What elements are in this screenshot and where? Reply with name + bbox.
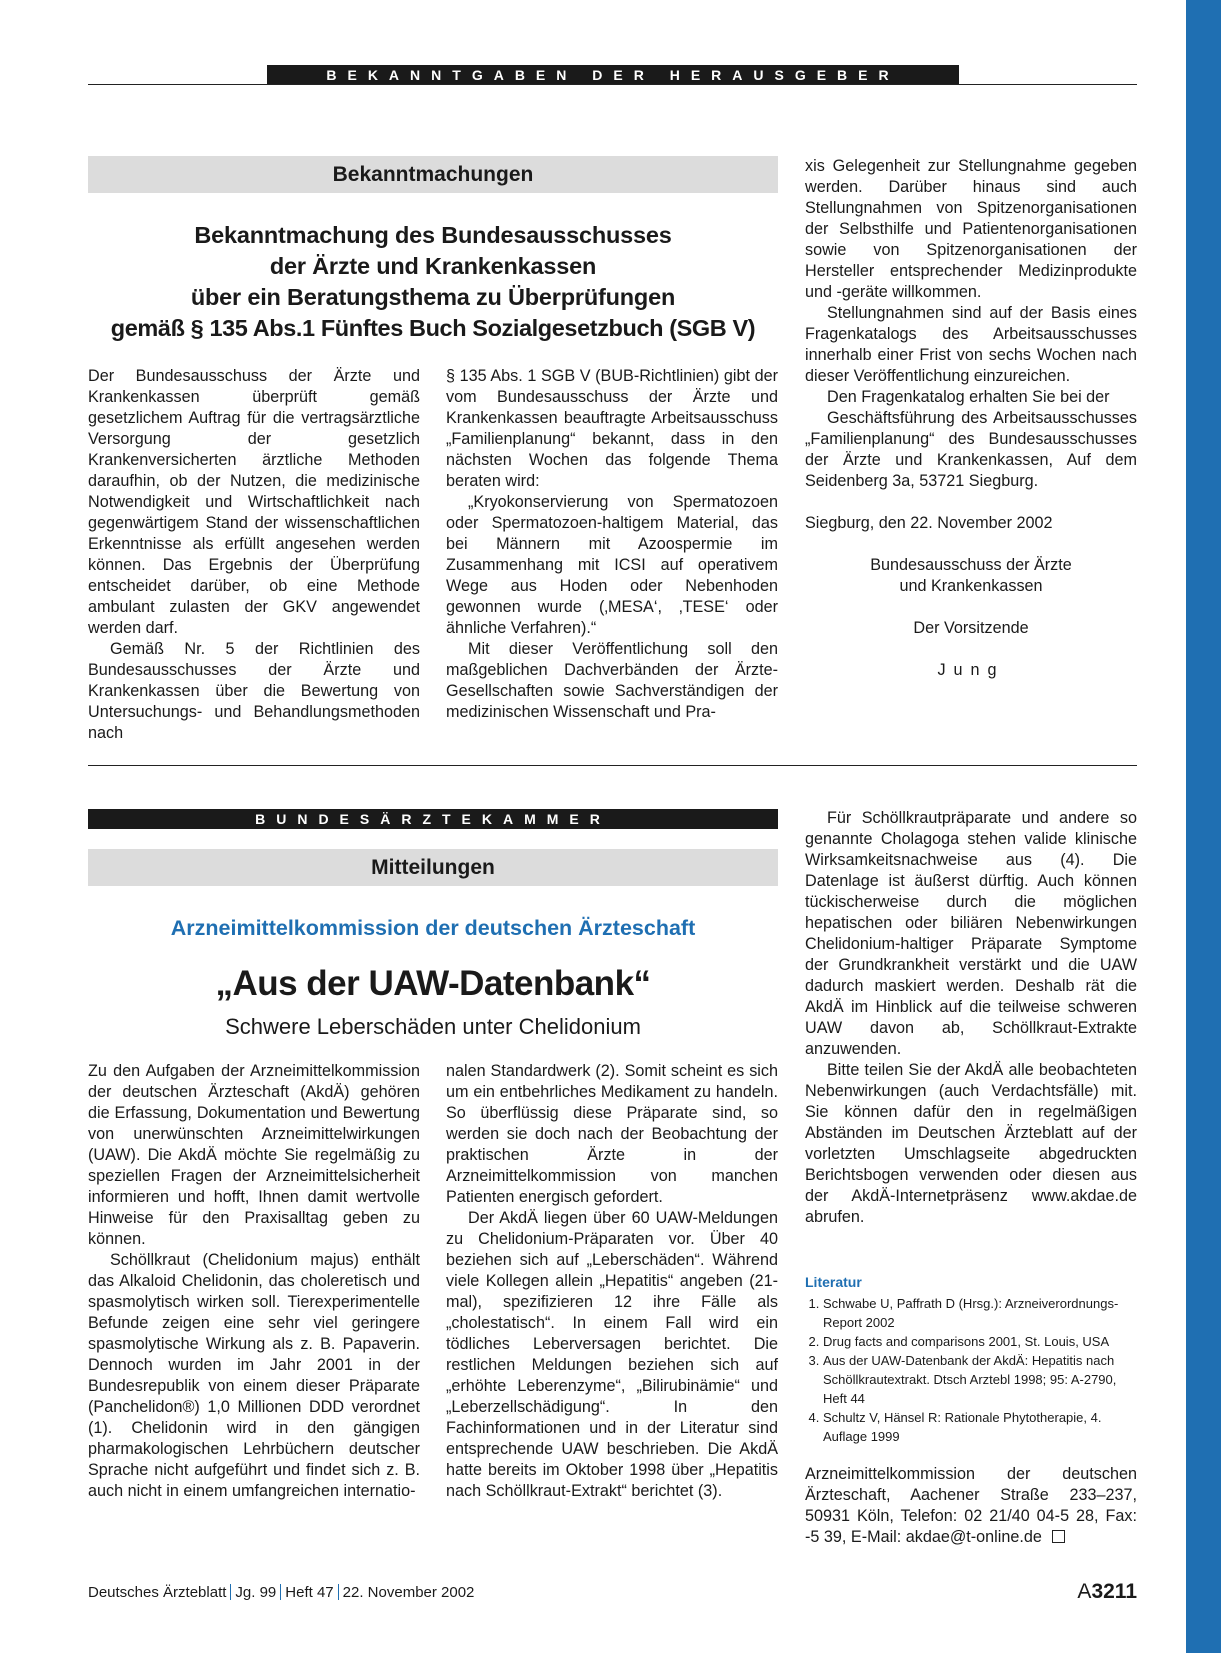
paragraph: „Kryokonservierung von Spermatozoen oder Spermatozoen-haltigem Material, das bei Männern mit Azoospermie im Zusammenhang mit ICSI auf operativem Wege aus Hoden oder Nebenhoden gewonnen wurde (‚MESA‘, ‚TESE‘ oder ähnliche Verfahren).“	[446, 493, 778, 637]
address-paragraph: Geschäftsführung des Arbeitsausschusses „Familienplanung“ des Bundesausschusses der Ärzte und Krankenkassen, Auf dem Seidenberg 3a, 53721 Siegburg.	[805, 409, 1137, 490]
article1-column-3	[805, 156, 1137, 681]
paragraph: Für Schöllkrautpräparate und andere so genannte Cholagoga stehen valide klinische Wirksamkeitsnachweise aus (4). Die Datenlage ist äußerst dürftig. Auch können tückischerweise durch die möglichen hepatischen oder biliären Nebenwirkungen Chelidonium-haltiger Präparate Symptome der Grundkrankheit verstärkt und die UAW dadurch maskiert werden. Deshalb rät die AkdÄ im Hinblick auf die teilweise schweren UAW davon ab, Schöllkraut-Extrakte anzuwenden.	[805, 809, 1137, 1058]
article2-column-2	[446, 1061, 778, 1502]
paragraph: Mit dieser Veröffentlichung soll den maßgeblichen Dachverbänden der Ärzte-Gesellschaften sowie Sachverständigen der medizinischen Wissenschaft und Pra-	[446, 640, 778, 721]
paragraph: Schöllkraut (Chelidonium majus) enthält das Alkaloid Chelidonin, das choleretisch und spasmolytisch wirken soll. Tierexperimentelle Befunde zeigen eine sehr viel geringere spasmolytische Wirkung als z. B. Papaverin. Dennoch wurden im Jahr 2001 in der Bundesrepublik von einem dieser Präparate (Panchelidon®) 1,0 Millionen DDD verordnet (1). Chelidonin wird in den gängigen pharmakologischen Lehrbüchern deutscher Sprache nicht aufgeführt und findet sich z. B. auch nicht in einem umfangreichen internatio-	[88, 1251, 420, 1500]
article1-column-1	[88, 366, 420, 744]
bundesaerztekammer-banner: BUNDESÄRZTEKAMMER	[88, 809, 778, 829]
issue: Heft 47	[285, 1584, 334, 1601]
page-number-value: 3211	[1091, 1580, 1137, 1603]
blue-side-strip	[1186, 0, 1221, 1653]
paragraph: Bitte teilen Sie der AkdÄ alle beobachteten Nebenwirkungen (auch Verdachtsfälle) mit. Sie können dafür den in regelmäßigen Abständen im Deutschen Ärzteblatt auf der vorletzten Umschlagseite abgedruckten Berichtsbogen verwenden oder diesen aus der AkdÄ-Internetpräsenz www.akdae.de abrufen.	[805, 1061, 1137, 1226]
contact-block	[805, 1464, 1137, 1548]
article1-title	[88, 220, 778, 344]
footer-divider	[280, 1584, 281, 1600]
paragraph: Den Fragenkatalog erhalten Sie bei der	[827, 388, 1110, 406]
volume: Jg. 99	[235, 1584, 277, 1601]
chair-title: Der Vorsitzende	[913, 619, 1029, 637]
literature-item: 2. Drug facts and comparisons 2001, St. Louis, USA	[823, 1332, 1137, 1351]
article2-column-1	[88, 1061, 420, 1502]
literature-heading: Literatur	[805, 1274, 862, 1290]
section-heading-bekanntmachungen: Bekanntmachungen	[88, 156, 778, 193]
contact-text: Arzneimittelkommission der deutschen Ärzteschaft, Aachener Straße 233–237, 50931 Köln, Telefon: 02 21/40 04-5 28, Fax: -5 39, E-Mail: akdae@t-online.de	[805, 1465, 1137, 1546]
article2-subtitle: Schwere Leberschäden unter Chelidonium	[225, 1014, 641, 1039]
paragraph: Gemäß Nr. 5 der Richtlinien des Bundesausschusses der Ärzte und Krankenkassen über die Bewertung von Untersuchungs- und Behandlungsmethoden nach	[88, 640, 420, 742]
literature-item: 4. Schultz V, Hänsel R: Rationale Phytotherapie, 4. Auflage 1999	[823, 1408, 1137, 1446]
article-separator	[88, 765, 1137, 766]
article1-title-line: der Ärzte und Krankenkassen	[269, 253, 597, 279]
signatory-org-line: und Krankenkassen	[899, 577, 1043, 595]
place-date: Siegburg, den 22. November 2002	[805, 514, 1053, 532]
article2-title: „Aus der UAW-Datenbank“	[215, 964, 651, 1003]
end-mark-icon	[1052, 1530, 1065, 1543]
footer-citation	[88, 1584, 788, 1601]
article1-title-line: gemäß § 135 Abs.1 Fünftes Buch Sozialgesetzbuch (SGB V)	[110, 315, 756, 341]
journal-name: Deutsches Ärzteblatt	[88, 1584, 227, 1601]
footer-divider	[230, 1584, 231, 1600]
footer-divider	[338, 1584, 339, 1600]
signatory-name: Jung	[937, 661, 1005, 679]
paragraph: § 135 Abs. 1 SGB V (BUB-Richtlinien) gibt der vom Bundesausschuss der Ärzte und Krankenkassen beauftragte Arbeitsausschuss „Familienplanung“ bekannt, dass in den nächsten Wochen das folgende Thema beraten wird:	[446, 367, 778, 490]
paragraph: xis Gelegenheit zur Stellungnahme gegeben werden. Darüber hinaus sind auch Stellungnahmen von Spitzenorganisationen der Selbsthilfe und Patientenorganisationen sowie von Spitzenorganisationen der Hersteller entsprechender Medizinprodukte und -geräte willkommen.	[805, 157, 1137, 301]
literature-item: 3. Aus der UAW-Datenbank der AkdÄ: Hepatitis nach Schöllkrautextrakt. Dtsch Arztebl 1998; 95: A-2790, Heft 44	[823, 1351, 1137, 1408]
page-prefix: A	[1077, 1580, 1092, 1603]
paragraph: Der AkdÄ liegen über 60 UAW-Meldungen zu Chelidonium-Präparaten vor. Über 40 beziehen sich auf „Leberschäden“. Während viele Kollegen allein „Hepatitis“ angeben (21-mal), spezifizieren 12 ihre Fälle als „cholestatisch“. In einem Fall wird ein tödliches Leberversagen berichtet. Die restlichen Meldungen beziehen sich auf „erhöhte Leberenzyme“, „Bilirubinämie“ und „Leberzellschädigung“. In den Fachinformationen und in der Literatur sind entsprechende UAW beschrieben. Die AkdÄ hatte bereits im Oktober 1998 über „Hepatitis nach Schöllkraut-Extrakt“ berichtet (3).	[446, 1209, 778, 1500]
literature-list	[805, 1294, 1137, 1446]
article1-column-2	[446, 366, 778, 723]
paragraph: Der Bundesausschuss der Ärzte und Krankenkassen überprüft gemäß gesetzlichem Auftrag für die vertragsärztliche Versorgung der gesetzlich Krankenversicherten ärztliche Methoden daraufhin, ob der Nutzen, die medizinische Notwendigkeit und Wirtschaftlichkeit nach gegenwärtigem Stand der wissenschaftlichen Erkenntnisse als erfüllt angesehen werden können. Das Ergebnis der Überprüfung entscheidet darüber, ob eine Methode ambulant zulasten der GKV angewendet werden darf.	[88, 367, 420, 637]
issue-date: 22. November 2002	[342, 1584, 475, 1601]
signatory-org-line: Bundesausschuss der Ärzte	[870, 556, 1072, 574]
paragraph: nalen Standardwerk (2). Somit scheint es sich um ein entbehrliches Medikament zu handeln. So überflüssig diese Präparate sind, so werden sie doch nach der Beobachtung der praktischen Ärzte in der Arzneimittelkommission von manchen Patienten energisch gefordert.	[446, 1062, 778, 1206]
paragraph: Stellungnahmen sind auf der Basis eines Fragenkatalogs des Arbeitsausschusses innerhalb einer Frist von sechs Wochen nach dieser Veröffentlichung einzureichen.	[805, 304, 1137, 385]
section-heading-mitteilungen: Mitteilungen	[88, 849, 778, 886]
header-banner: BEKANNTGABEN DER HERAUSGEBER	[267, 65, 959, 85]
page-number	[937, 1580, 1137, 1604]
paragraph: Zu den Aufgaben der Arzneimittelkommission der deutschen Ärzteschaft (AkdÄ) gehören die Erfassung, Dokumentation und Bewertung von unerwünschten Arzneimittelwirkungen (UAW). Die AkdÄ möchte Sie regelmäßig zu speziellen Fragen der Arzneimittelsicherheit informieren und hofft, Ihnen damit wertvolle Hinweise für den Praxisalltag geben zu können.	[88, 1062, 420, 1248]
literature-item: 1. Schwabe U, Paffrath D (Hrsg.): Arzneiverordnungs-Report 2002	[823, 1294, 1137, 1332]
top-rule	[88, 84, 1137, 85]
article2-column-3	[805, 808, 1137, 1228]
article1-title-line: Bekanntmachung des Bundesausschusses	[194, 222, 672, 248]
org-heading: Arzneimittelkommission der deutschen Ärzteschaft	[170, 916, 696, 940]
article1-title-line: über ein Beratungsthema zu Überprüfungen	[190, 284, 676, 310]
